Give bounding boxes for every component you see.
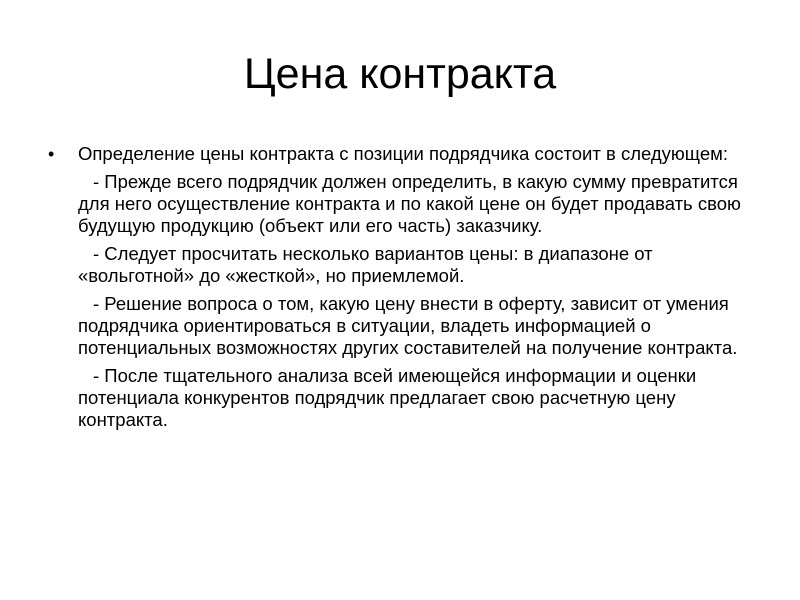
point-paragraph-3: - Решение вопроса о том, какую цену внести в оферту, зависит от умения подрядчика ориентироваться в ситуации, владеть информацией о потенциальных возможностях других составителей на получение контракта. (78, 293, 738, 358)
point-paragraph-2: - Следует просчитать несколько вариантов цены: в диапазоне от «вольготной» до «жесткой», но приемлемой. (78, 243, 653, 286)
bullet-icon: • (48, 144, 55, 164)
slide-title: Цена контракта (243, 50, 557, 98)
slide-body (48, 143, 760, 431)
intro-paragraph: Определение цены контракта с позиции подрядчика состоит в следующем: (78, 143, 728, 164)
bullet-item (48, 143, 760, 431)
point-paragraph-1: - Прежде всего подрядчик должен определить, в какую сумму превратится для него осуществление контракта и по какой цене он будет продавать свою будущую продукцию (объект или его часть) заказчику. (78, 171, 741, 236)
point-paragraph-4: - После тщательного анализа всей имеющейся информации и оценки потенциала конкурентов подрядчик предлагает свою расчетную цену контракта. (78, 365, 697, 430)
